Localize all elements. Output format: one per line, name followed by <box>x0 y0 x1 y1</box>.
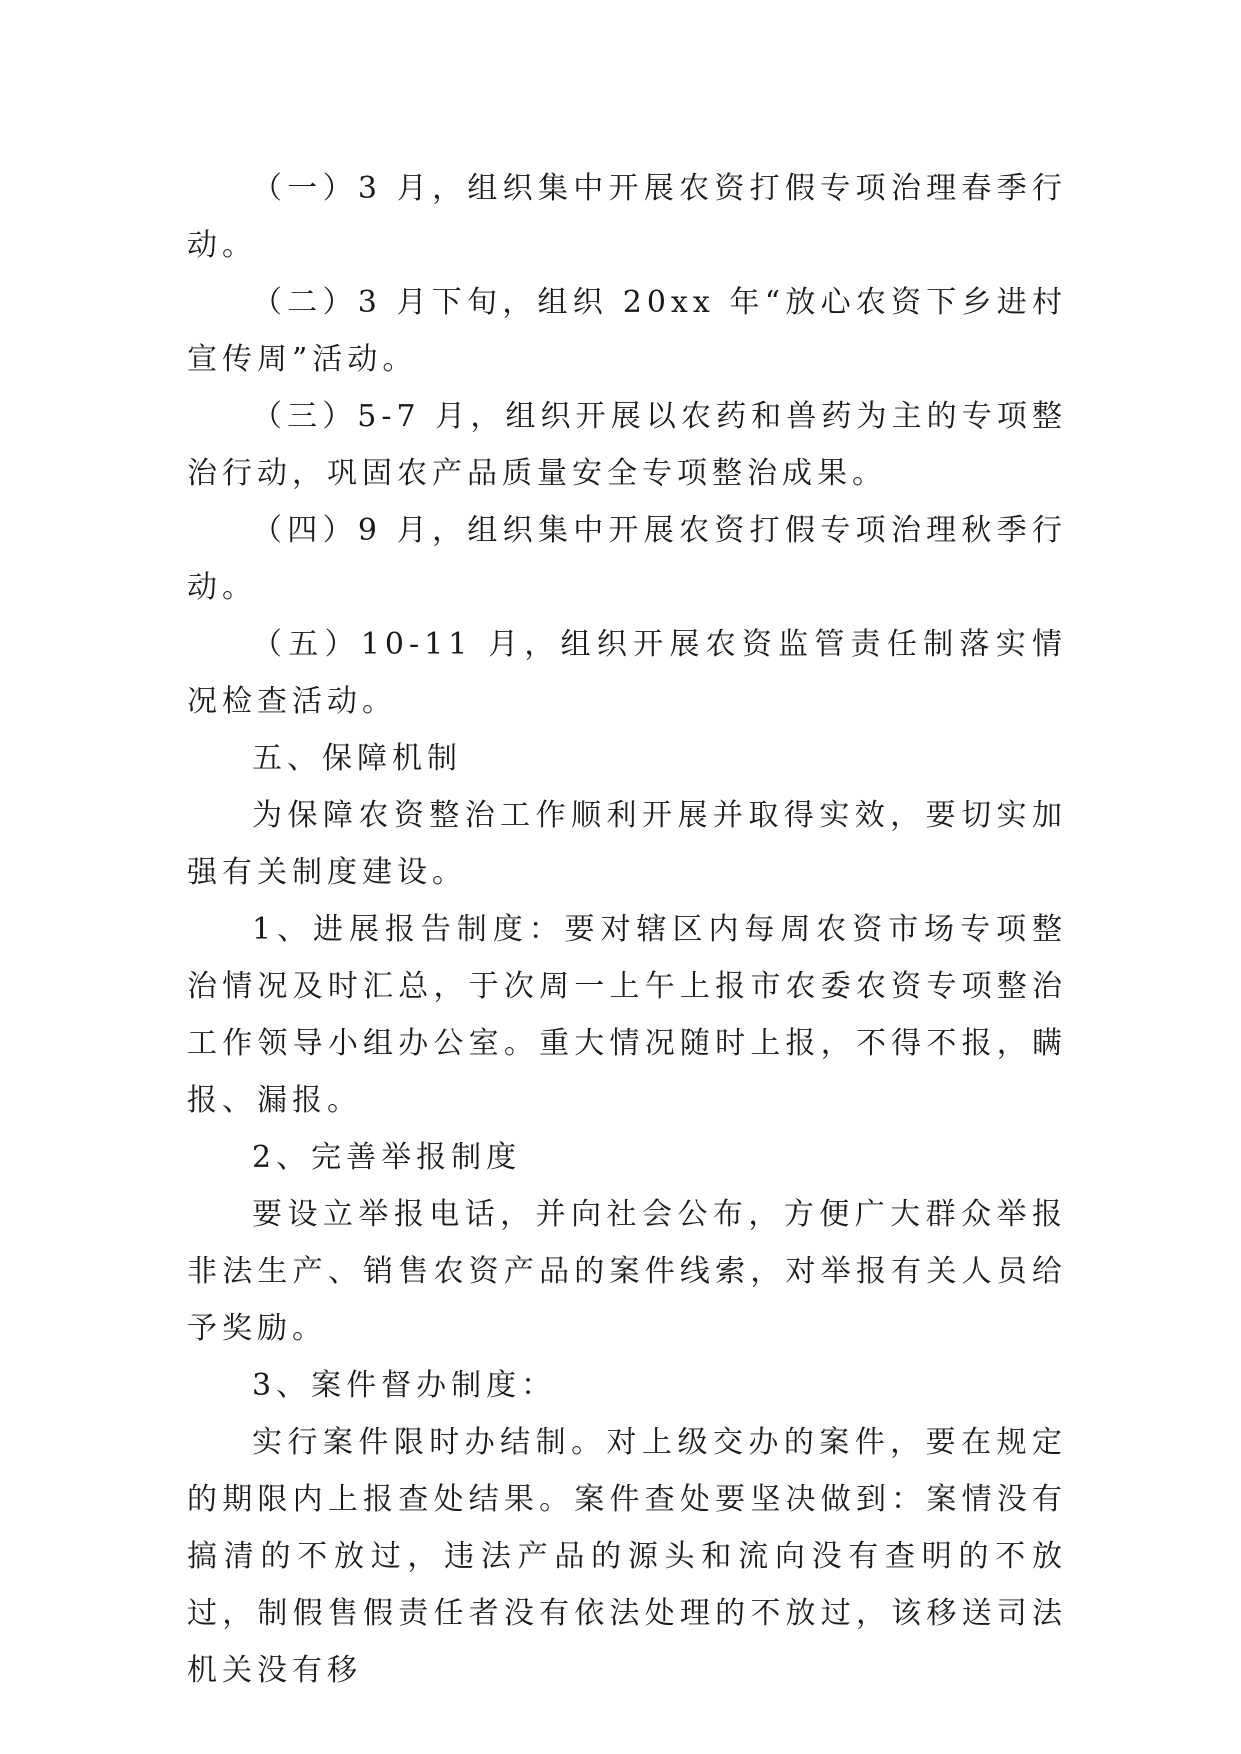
paragraph-safeguards-intro: 为保障农资整治工作顺利开展并取得实效，要切实加强有关制度建设。 <box>187 798 1067 890</box>
paragraph-case-deadline: 实行案件限时办结制。对上级交办的案件，要在规定的期限内上报查处结果。案件查处要坚决做到：案情没有搞清的不放过，违法产品的源头和流向没有查明的不放过，制假售假责任者没有依法处理的不放过，该移送司法机关没有移 <box>187 1425 1067 1688</box>
paragraph-spring-action: （一）3 月，组织集中开展农资打假专项治理春季行动。 <box>187 171 1067 263</box>
paragraph-inspection: （五）10-11 月，组织开展农资监管责任制落实情况检查活动。 <box>187 627 1067 719</box>
paragraph-autumn-action: （四）9 月，组织集中开展农资打假专项治理秋季行动。 <box>187 513 1067 605</box>
subheading-report-system: 2、完善举报制度 <box>252 1140 522 1175</box>
paragraph-progress-report: 1、进展报告制度：要对辖区内每周农资市场专项整治情况及时汇总，于次周一上午上报市农委农资专项整治工作领导小组办公室。重大情况随时上报，不得不报，瞒报、漏报。 <box>187 912 1067 1118</box>
paragraph-pesticide-campaign: （三）5-7 月，组织开展以农药和兽药为主的专项整治行动，巩固农产品质量安全专项整治成果。 <box>187 399 1067 491</box>
paragraph-publicity-week: （二）3 月下旬，组织 20xx 年“放心农资下乡进村宣传周”活动。 <box>187 285 1067 377</box>
subheading-case-supervision: 3、案件督办制度： <box>252 1368 557 1403</box>
document-body <box>187 160 1067 1699</box>
section-heading-safeguards: 五、保障机制 <box>252 741 462 776</box>
paragraph-report-hotline: 要设立举报电话，并向社会公布，方便广大群众举报非法生产、销售农资产品的案件线索，对举报有关人员给予奖励。 <box>187 1197 1067 1346</box>
